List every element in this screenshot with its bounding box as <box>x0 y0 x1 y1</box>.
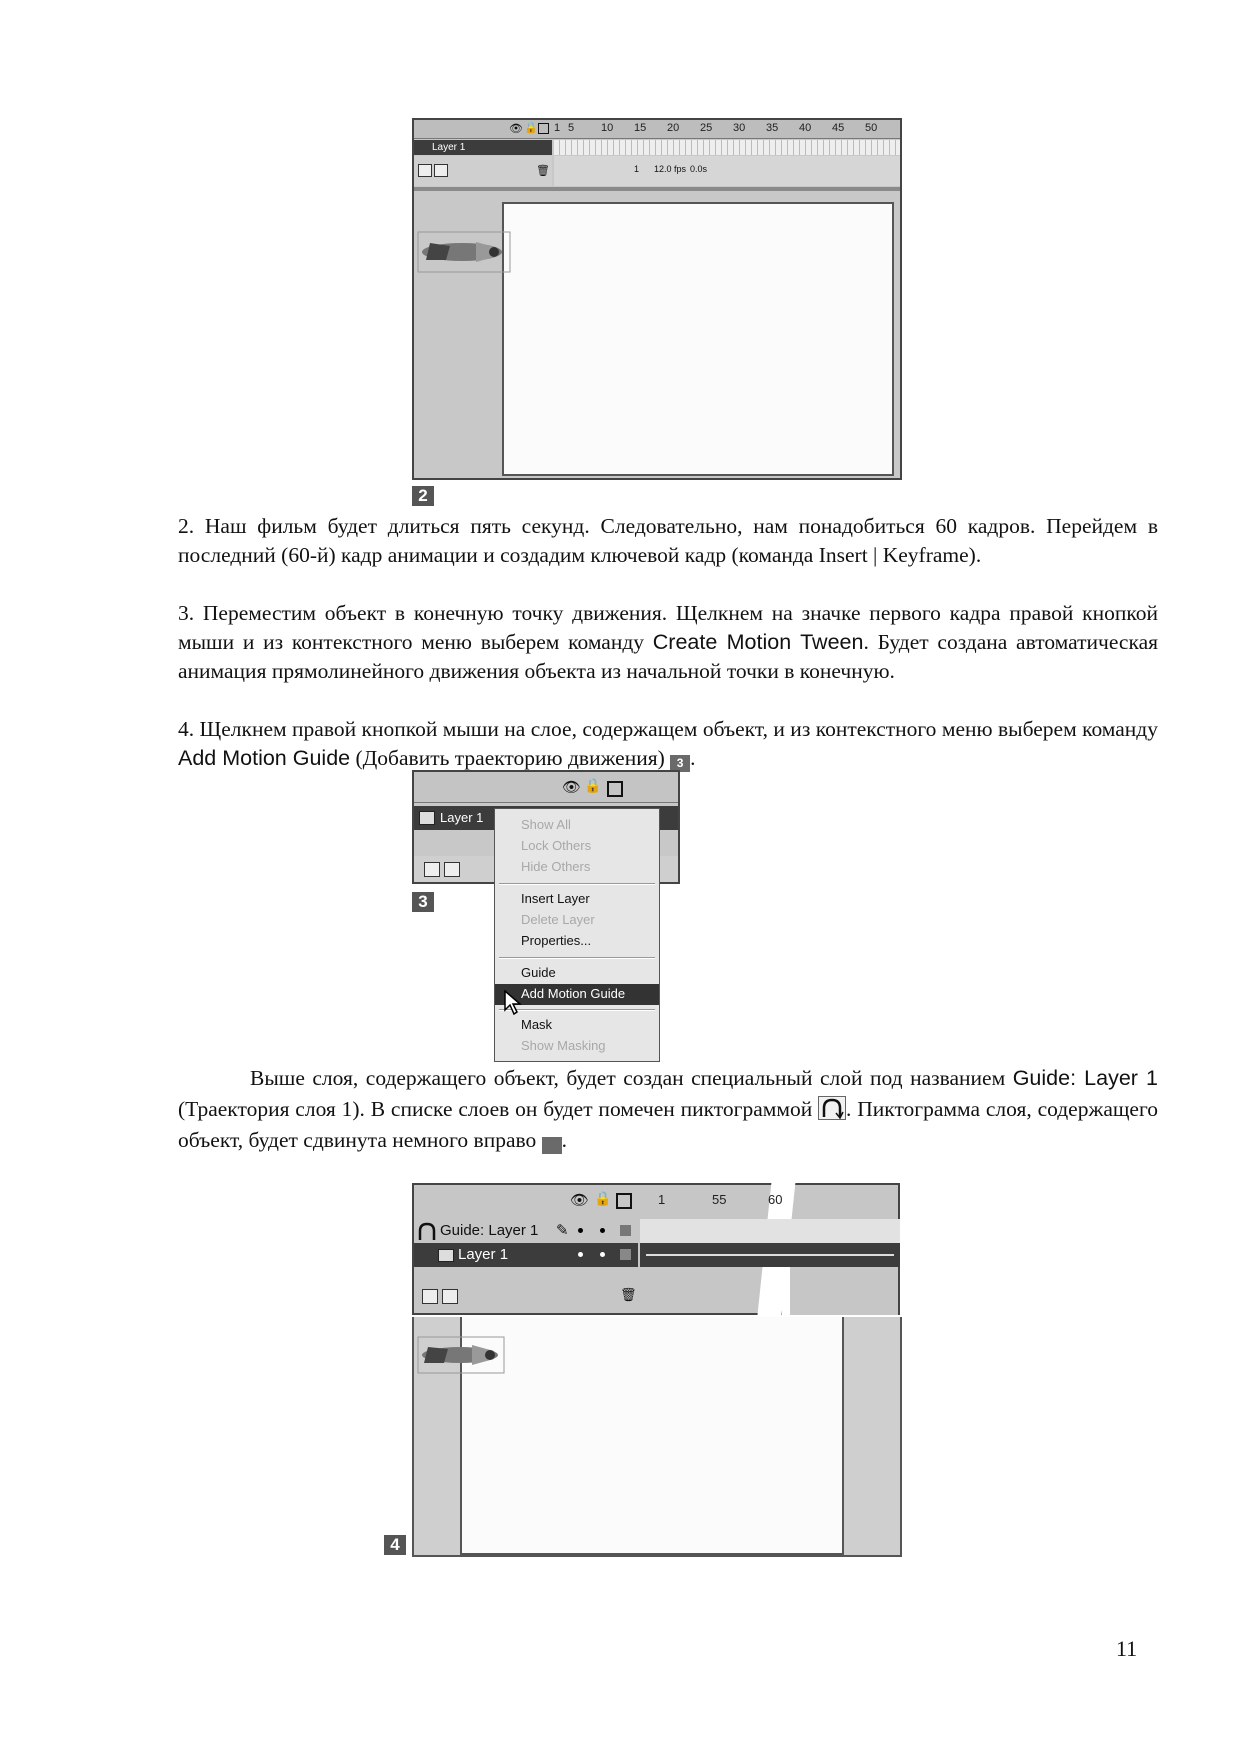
lock-icon[interactable]: 🔒 <box>584 779 602 794</box>
mouse-cursor-icon <box>504 990 522 1016</box>
elapsed-time: 0.0s <box>690 164 708 174</box>
pencil-icon: ✎ <box>556 1222 569 1239</box>
menu-separator <box>499 957 655 959</box>
menu-item-show-all[interactable]: Show All <box>521 817 571 832</box>
ruler-tick: 35 <box>766 122 779 134</box>
layer-icon <box>419 811 435 825</box>
figure-3-ref-icon: 3 <box>670 755 690 772</box>
figure-3-number: 3 <box>412 892 434 912</box>
add-layer-icon[interactable] <box>418 164 432 177</box>
layer-context-menu <box>494 808 660 1062</box>
menu-item-hide-others[interactable]: Hide Others <box>521 859 591 874</box>
ruler-tick: 50 <box>865 122 878 134</box>
ruler-tick: 60 <box>768 1192 783 1207</box>
add-layer-icon[interactable] <box>422 1289 438 1304</box>
eye-icon[interactable]: 👁 <box>562 780 582 796</box>
stage[interactable] <box>502 202 894 476</box>
guide-track <box>640 1219 900 1243</box>
figure-4-ref-icon: 4 <box>542 1137 562 1154</box>
layer-name: Layer 1 <box>432 142 466 153</box>
eye-icon[interactable]: 👁 <box>509 123 523 135</box>
step-3-text-end: . Будет создана автоматическая анимация прямолинейного движения объекта из начальной точки в конечную. <box>178 630 1159 683</box>
layer-icon <box>438 1249 454 1262</box>
motion-guide-icon <box>818 1096 846 1120</box>
guide-layer-name-text: Guide: Layer 1 <box>1012 1066 1158 1090</box>
trash-icon[interactable]: 🗑 <box>536 165 550 177</box>
paragraph-step-2 <box>178 512 1158 570</box>
stage[interactable] <box>460 1317 844 1555</box>
menu-item-mask[interactable]: Mask <box>521 1017 553 1032</box>
paragraph-step-3 <box>178 599 1158 686</box>
outline-square[interactable] <box>620 1249 631 1260</box>
figure-2-screenshot <box>412 118 902 480</box>
add-motion-guide-command: Add Motion Guide <box>178 746 351 770</box>
layer-row-layer-1[interactable] <box>414 1243 638 1267</box>
airplane-object[interactable] <box>416 1335 508 1375</box>
menu-item-properties[interactable]: Properties... <box>521 933 592 948</box>
ruler-tick: 30 <box>733 122 746 134</box>
trash-icon[interactable]: 🗑 <box>620 1287 637 1302</box>
add-guide-icon[interactable] <box>442 1289 458 1304</box>
frames-track[interactable] <box>554 140 900 155</box>
ruler-tick: 20 <box>667 122 680 134</box>
outline-square[interactable] <box>620 1225 631 1236</box>
visibility-dot[interactable] <box>578 1228 583 1233</box>
figure-2-number: 2 <box>412 486 434 506</box>
paragraph-step-4: 4. Щелкнем правой кнопкой мыши на слое, содержащем объект, и из контекстного меню выберем команду Add Motion Guide (Добавить траекторию движения) 3 . <box>178 717 1158 770</box>
lock-icon[interactable]: 🔒 <box>594 1192 612 1207</box>
ruler-tick: 1 <box>658 1192 666 1207</box>
frame-rate: 12.0 fps <box>654 164 687 174</box>
add-guide-icon[interactable] <box>434 164 448 177</box>
guide-layer-name: Guide: Layer 1 <box>440 1222 539 1239</box>
timeline-separator <box>414 187 900 191</box>
ruler-tick: 10 <box>601 122 614 134</box>
current-frame: 1 <box>634 164 640 174</box>
ruler-tick: 40 <box>799 122 812 134</box>
lock-dot[interactable] <box>600 1252 605 1257</box>
ruler-tick: 45 <box>832 122 845 134</box>
visibility-dot[interactable] <box>578 1252 583 1257</box>
timeline-status-bar <box>554 162 894 176</box>
step-3-text-start: 3. Переместим объект в конечную точку движения. Щелкнем на значке первого кадра правой кнопкой мыши и из контекстного меню выберем команду <box>178 601 1158 654</box>
ruler-tick: 55 <box>712 1192 727 1207</box>
ruler-tick: 25 <box>700 122 713 134</box>
ruler-tick: 1 <box>554 122 561 134</box>
figure-4-screenshot <box>412 1183 902 1557</box>
layer-name: Layer 1 <box>440 810 484 825</box>
add-layer-icon[interactable] <box>424 862 440 877</box>
layer-name: Layer 1 <box>458 1246 509 1263</box>
outline-icon[interactable] <box>538 123 549 134</box>
menu-item-lock-others[interactable]: Lock Others <box>521 838 592 853</box>
tween-arrow-line <box>646 1254 894 1256</box>
outline-icon[interactable] <box>616 1193 632 1209</box>
ruler-tick: 15 <box>634 122 647 134</box>
menu-separator <box>499 1009 655 1011</box>
airplane-object[interactable] <box>416 230 516 274</box>
ruler-tick: 5 <box>568 122 575 134</box>
add-guide-icon[interactable] <box>444 862 460 877</box>
frame-ruler <box>554 122 894 136</box>
guide-text-middle: (Траектория слоя 1). В списке слоев он будет помечен пиктограммой <box>178 1097 819 1121</box>
menu-item-add-motion-guide[interactable]: Add Motion Guide <box>495 984 659 1005</box>
timeline-header <box>414 772 678 803</box>
eye-icon[interactable]: 👁 <box>570 1193 590 1209</box>
guide-text-end: . <box>561 1128 568 1152</box>
paragraph-guide-layer <box>178 1063 1158 1156</box>
step-4-text-start: 4. Щелкнем правой кнопкой мыши на слое, содержащем объект, и из контекстного меню выберем команду <box>178 717 1158 741</box>
menu-item-insert-layer[interactable]: Insert Layer <box>521 891 590 906</box>
menu-item-show-masking[interactable]: Show Masking <box>521 1038 606 1053</box>
menu-item-guide[interactable]: Guide <box>521 965 556 980</box>
create-motion-tween-command: Create Motion Tween <box>652 630 864 654</box>
lock-dot[interactable] <box>600 1228 605 1233</box>
menu-separator <box>499 883 655 885</box>
layer-row-guide[interactable] <box>414 1219 638 1243</box>
step-4-text-end: (Добавить траекторию движения) <box>350 746 671 770</box>
step-2-text: 2. Наш фильм будет длиться пять секунд. Следовательно, нам понадобиться 60 кадров. Перейдем в последний (60-й) кадр анимации и создадим ключевой кадр (команда Insert | Keyframe). <box>178 514 1158 567</box>
menu-item-delete-layer[interactable]: Delete Layer <box>521 912 595 927</box>
guide-text-after-icon: . Пиктограмма слоя, содержащего объект, будет сдвинута немного вправо <box>178 1097 1159 1152</box>
motion-guide-icon <box>417 1221 437 1241</box>
page-number: 11 <box>1116 1636 1138 1661</box>
outline-icon[interactable] <box>607 781 623 797</box>
lock-icon[interactable]: 🔒 <box>524 122 538 134</box>
layer-row-layer-1[interactable] <box>414 140 552 155</box>
guide-text-start: Выше слоя, содержащего объект, будет создан специальный слой под названием <box>250 1066 1013 1090</box>
figure-4-number: 4 <box>384 1535 406 1555</box>
